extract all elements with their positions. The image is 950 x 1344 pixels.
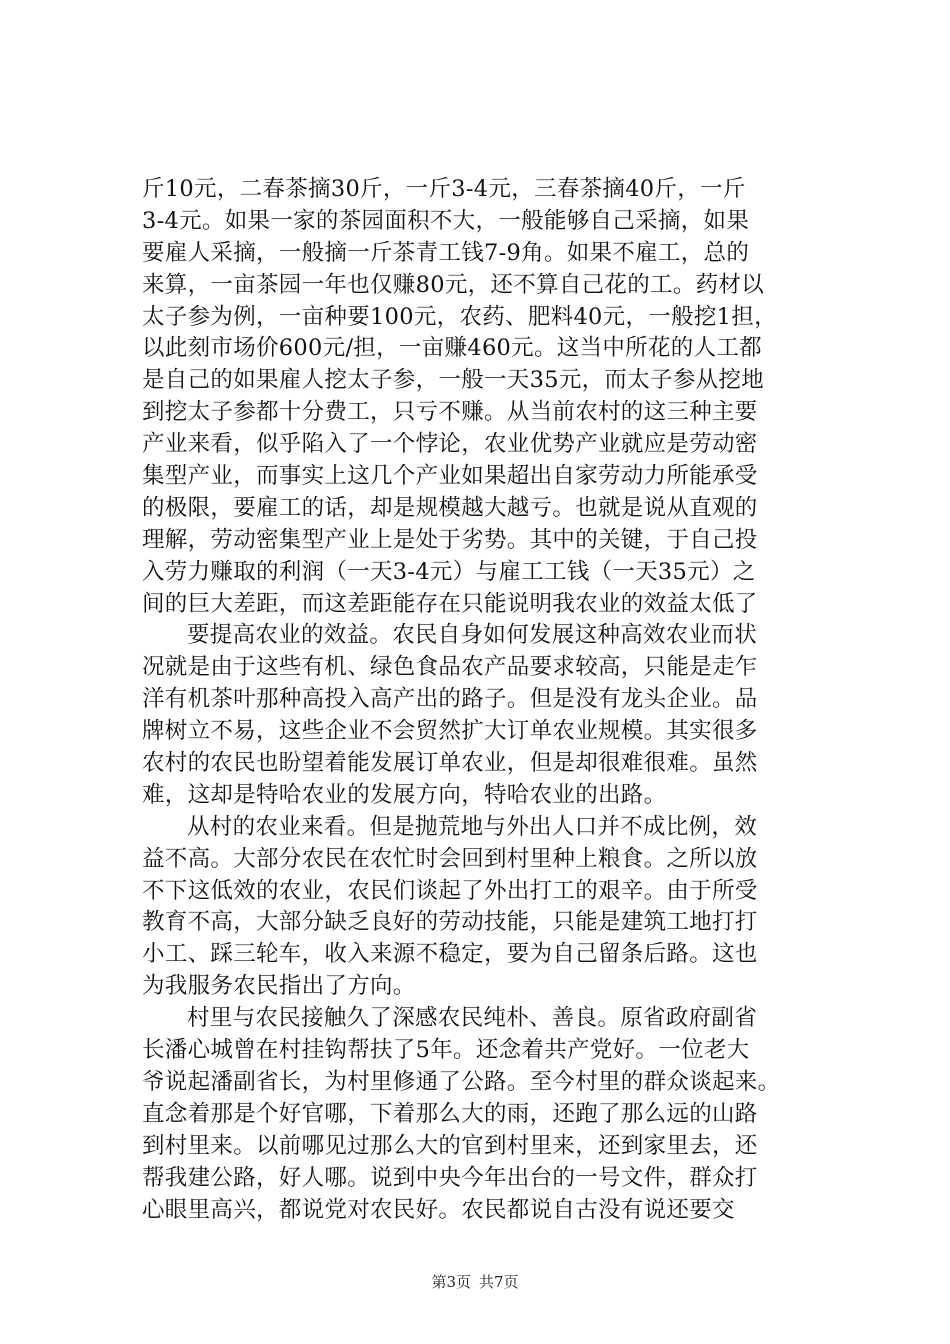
text-line: 来算，一亩茶园一年也仅赚80元，还不算自己花的工。药材以 — [142, 271, 765, 298]
text-line: 的极限，要雇工的话，却是规模越大越亏。也就是说从直观的 — [142, 494, 758, 521]
text-line: 3-4元。如果一家的茶园面积不大，一般能够自己采摘，如果 — [142, 207, 750, 234]
text-line: 况就是由于这些有机、绿色食品农产品要求较高，只能是走乍 — [142, 654, 758, 681]
text-line: 小工、踩三轮车，收入来源不稳定，要为自己留条后路。这也 — [142, 941, 758, 968]
text-line: 产业来看，似乎陷入了一个悖论，农业优势产业就应是劳动密 — [142, 431, 758, 458]
text-line: 到村里来。以前哪见过那么大的官到村里来，还到家里去，还 — [142, 1132, 758, 1159]
text-line: 爷说起潘副省长，为村里修通了公路。至今村里的群众谈起来。 — [142, 1068, 781, 1095]
page-footer — [0, 1272, 950, 1292]
body-text — [142, 174, 832, 1226]
text-line: 是自己的如果雇人挖太子参，一般一天35元，而太子参从挖地 — [142, 367, 765, 394]
text-line: 入劳力赚取的利润（一天3-4元）与雇工工钱（一天35元）之 — [142, 558, 756, 585]
text-line: 牌树立不易，这些企业不会贸然扩大订单农业规模。其实很多 — [142, 718, 758, 745]
text-line: 要雇人采摘，一般摘一斤茶青工钱7-9角。如果不雇工，总的 — [142, 239, 750, 266]
text-line: 理解，劳动密集型产业上是处于劣势。其中的关键，于自己投 — [142, 526, 758, 553]
text-line: 集型产业，而事实上这几个产业如果超出自家劳动力所能承受 — [142, 463, 758, 490]
text-line: 心眼里高兴，都说党对农民好。农民都说自古没有说还要交 — [142, 1196, 735, 1223]
text-line: 农村的农民也盼望着能发展订单农业，但是却很难很难。虽然 — [142, 750, 758, 777]
paragraph-start-line: 要提高农业的效益。农民自身如何发展这种高效农业而状 — [187, 622, 758, 649]
paragraph-start-line: 从村的农业来看。但是抛荒地与外出人口并不成比例，效 — [187, 813, 758, 840]
paragraph-start-line: 村里与农民接触久了深感农民纯朴、善良。原省政府副省 — [187, 1005, 758, 1032]
text-line: 直念着那是个好官哪，下着那么大的雨，还跑了那么远的山路 — [142, 1100, 758, 1127]
text-line: 间的巨大差距，而这差距能存在只能说明我农业的效益太低了 — [142, 590, 758, 617]
text-line: 帮我建公路，好人哪。说到中央今年出台的一号文件，群众打 — [142, 1164, 758, 1191]
text-line: 教育不高，大部分缺乏良好的劳动技能，只能是建筑工地打打 — [142, 909, 758, 936]
text-line: 不下这低效的农业，农民们谈起了外出打工的艰辛。由于所受 — [142, 877, 758, 904]
text-line: 以此刻市场价600元/担，一亩赚460元。这当中所花的人工都 — [142, 335, 762, 362]
text-line: 难，这却是特哈农业的发展方向，特哈农业的出路。 — [142, 781, 667, 808]
text-line: 太子参为例，一亩种要100元，农药、肥料40元，一般挖1担， — [142, 303, 777, 330]
text-line: 为我服务农民指出了方向。 — [142, 973, 416, 1000]
text-line: 洋有机茶叶那种高投入高产出的路子。但是没有龙头企业。品 — [142, 686, 758, 713]
text-line: 长潘心城曾在村挂钩帮扶了5年。还念着共产党好。一位老大 — [142, 1037, 750, 1064]
page-number: 第3页 — [431, 1273, 471, 1291]
text-line: 到挖太子参都十分费工，只亏不赚。从当前农村的这三种主要 — [142, 399, 758, 426]
total-pages: 共7页 — [479, 1273, 519, 1291]
text-line: 斤10元，二春茶摘30斤，一斤3-4元，三春茶摘40斤，一斤 — [142, 176, 746, 202]
text-line: 益不高。大部分农民在农忙时会回到村里种上粮食。之所以放 — [142, 845, 758, 872]
